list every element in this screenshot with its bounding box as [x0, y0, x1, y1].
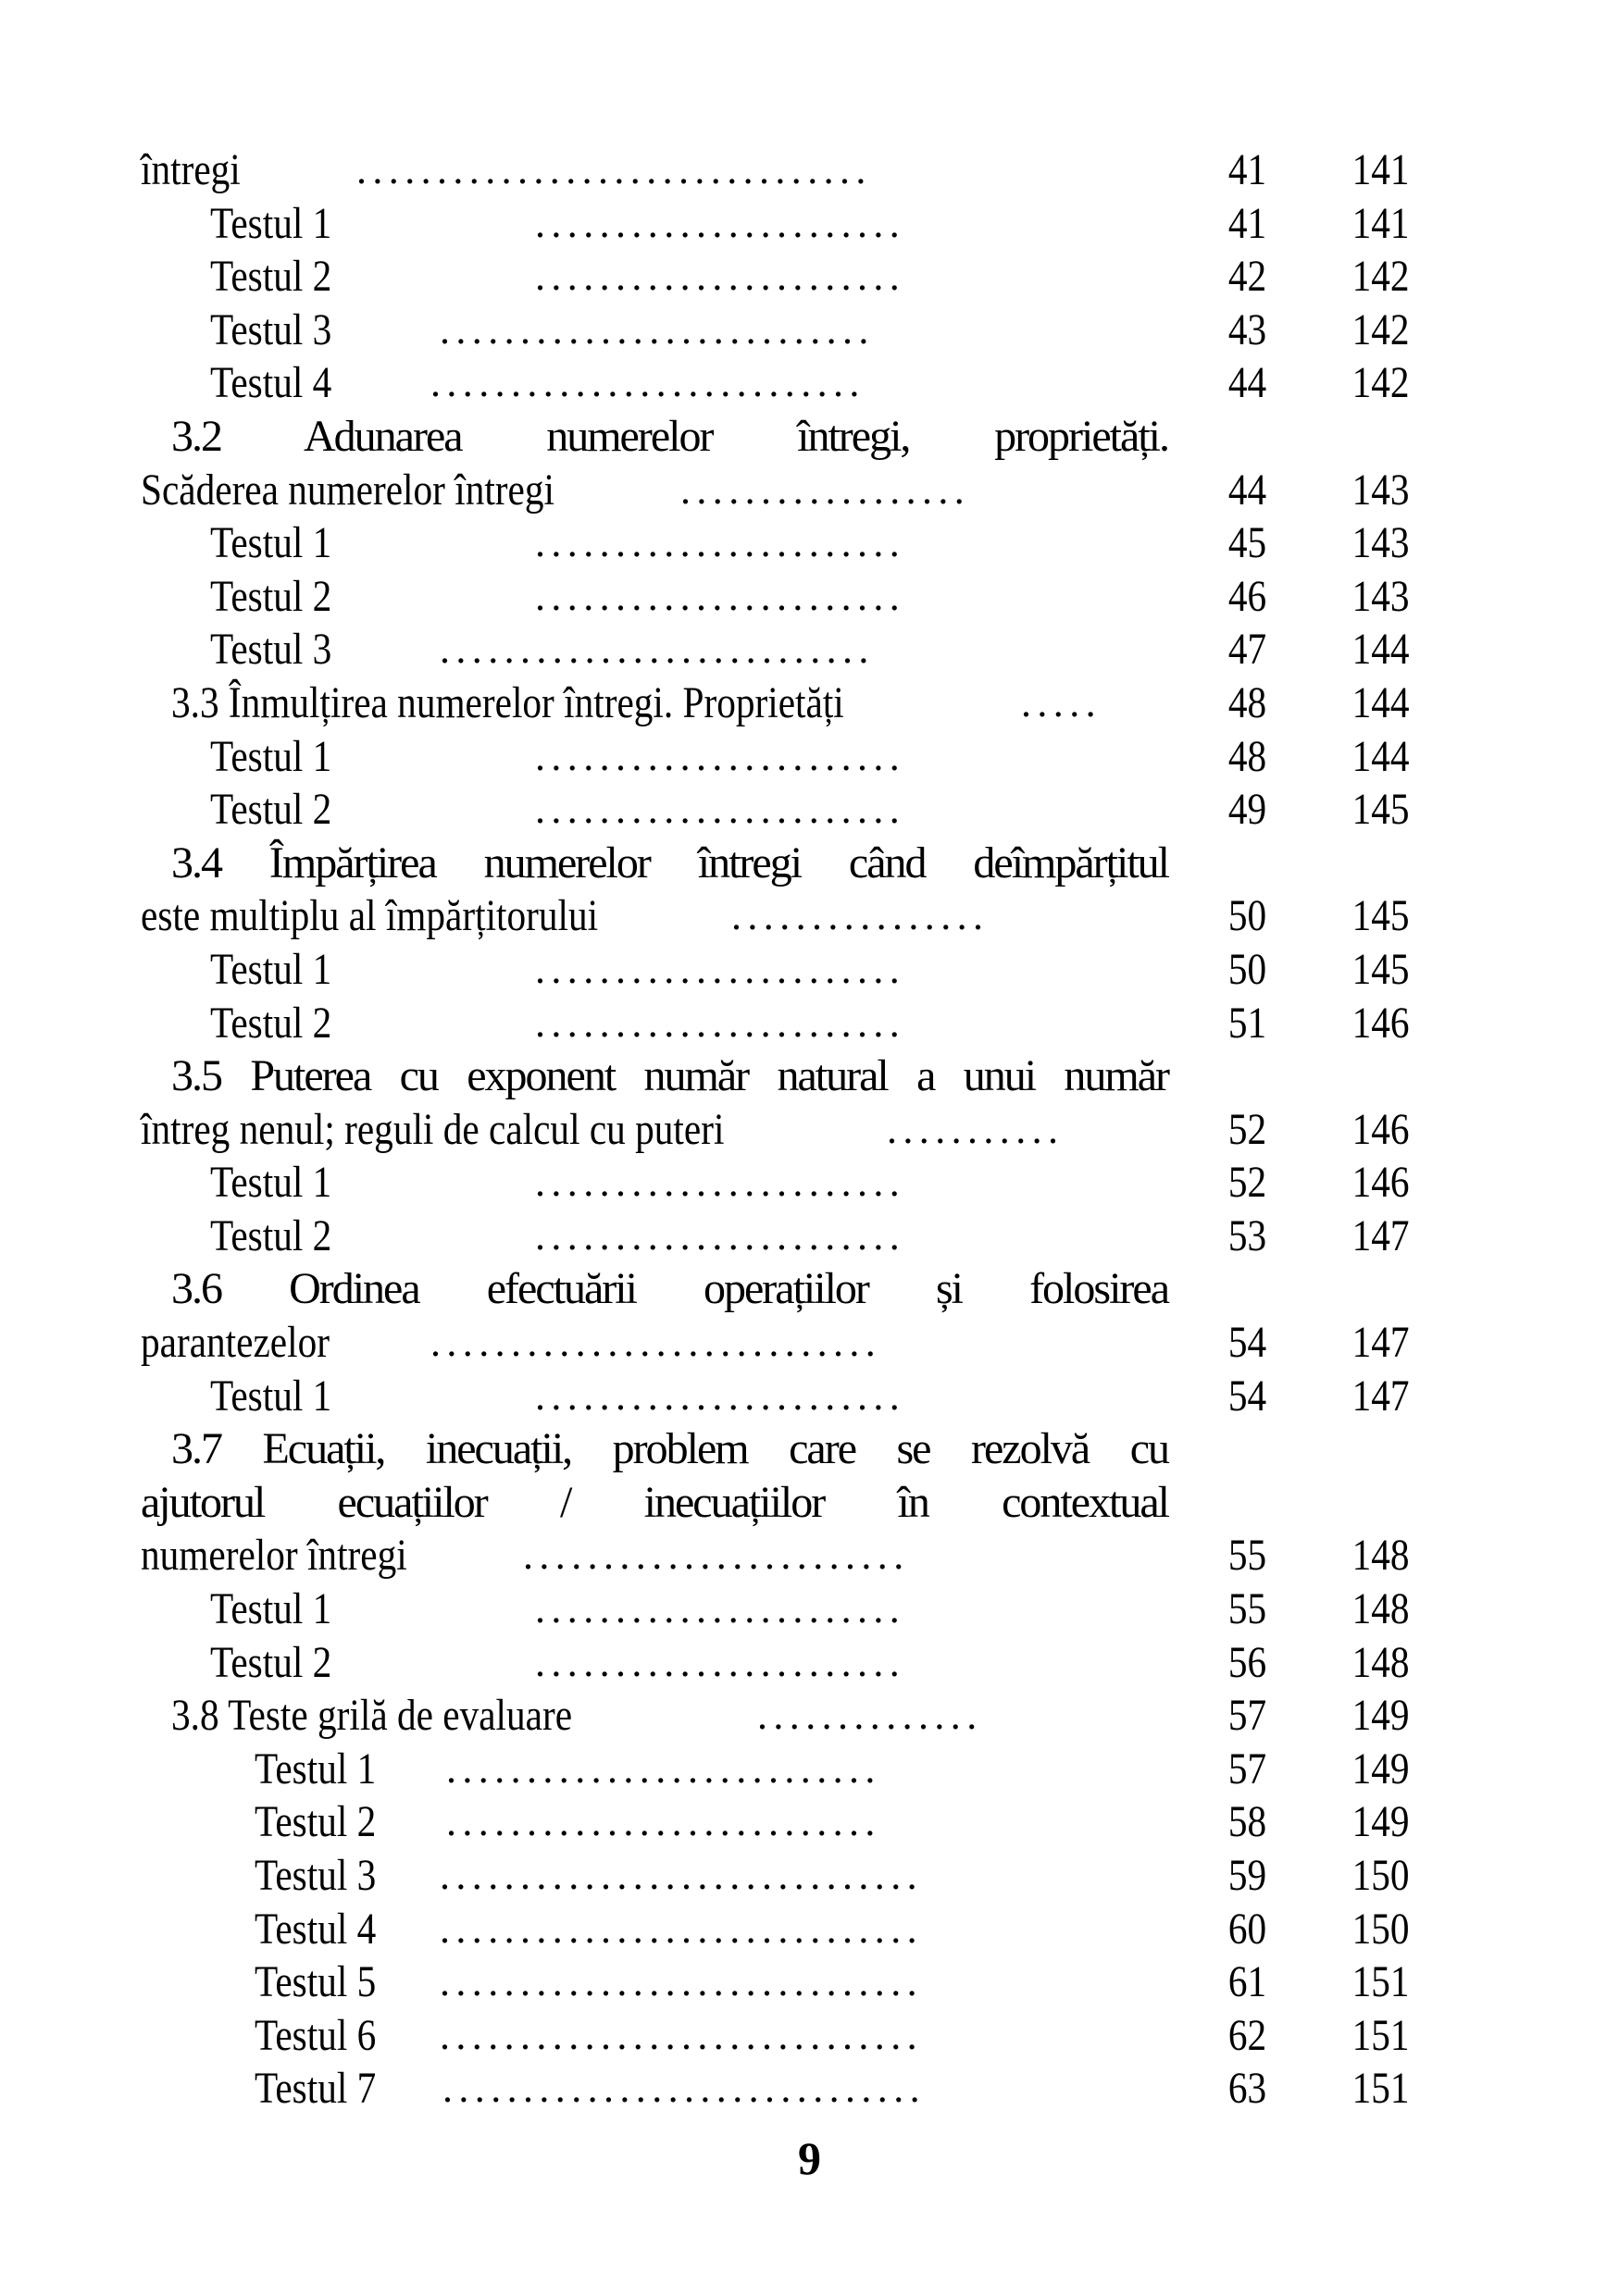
page-ref-problems: 62: [1227, 2010, 1267, 2060]
page-ref-problems: 43: [1227, 304, 1267, 354]
page-ref-problems: 50: [1227, 944, 1267, 994]
toc-entry-title: Scăderea numerelor întregi: [141, 465, 554, 515]
leader-dots: .......................: [535, 787, 906, 833]
toc-entry-title: Testul 2: [210, 571, 332, 621]
leader-dots: .......................: [535, 520, 906, 566]
page-ref-problems: 47: [1227, 625, 1267, 675]
toc-entry: [0, 516, 1619, 570]
toc-entry: [0, 570, 1619, 624]
page-ref-problems: 45: [1227, 518, 1267, 568]
page-ref-solutions: 144: [1351, 677, 1410, 727]
toc-entry-title: Testul 7: [255, 2064, 377, 2114]
leader-dots: .......................: [535, 200, 906, 246]
page-ref-solutions: 147: [1351, 1318, 1410, 1368]
leader-dots: .......................: [535, 1212, 906, 1259]
page-ref-problems: 44: [1227, 465, 1267, 515]
page-ref-solutions: 147: [1351, 1371, 1410, 1421]
leader-dots: ...........................: [446, 1799, 881, 1845]
toc-entry-title: 3.6 Ordinea efectuării operațiilor și folosirea: [171, 1264, 1168, 1314]
page-ref-problems: 59: [1227, 1851, 1267, 1900]
toc-entry: [0, 1743, 1619, 1796]
leader-dots: ............................: [430, 1320, 882, 1366]
page-ref-solutions: 143: [1351, 518, 1410, 568]
leader-dots: .......................: [535, 1160, 906, 1206]
toc-entry: [0, 997, 1619, 1050]
toc-entry: [0, 1316, 1619, 1370]
page-ref-solutions: 145: [1351, 891, 1410, 941]
page-ref-problems: 54: [1227, 1318, 1267, 1368]
toc-entry-title: 3.4 Împărțirea numerelor întregi când deîmpărțitul: [171, 838, 1168, 887]
leader-dots: ...........................: [446, 1745, 881, 1792]
page-ref-problems: 52: [1227, 1158, 1267, 1208]
leader-dots: ................................: [356, 147, 872, 192]
toc-entry-title: întreg nenul; reguli de calcul cu puteri: [141, 1104, 725, 1154]
toc-entry: [0, 943, 1619, 997]
toc-entry: [0, 1476, 1619, 1530]
toc-entry: [0, 1262, 1619, 1316]
leader-dots: ................: [731, 893, 990, 939]
page-ref-problems: 48: [1227, 677, 1267, 727]
page-ref-problems: 41: [1227, 145, 1267, 194]
leader-dots: ..............................: [440, 1853, 923, 1898]
page-ref-solutions: 147: [1351, 1210, 1410, 1260]
toc-entry-title: Testul 1: [210, 518, 332, 568]
toc-entry: [0, 197, 1619, 251]
page-ref-solutions: 148: [1351, 1531, 1410, 1581]
toc-entry-title: 3.7 Ecuații, inecuații, problem care se rezolvă cu: [171, 1424, 1168, 1474]
toc-entry: [0, 1689, 1619, 1743]
leader-dots: ..............................: [442, 2066, 926, 2112]
page-ref-solutions: 146: [1351, 1158, 1410, 1208]
toc-entry-title: Testul 2: [255, 1797, 377, 1847]
toc-entry-title: Testul 6: [255, 2010, 377, 2060]
toc-entry: [0, 143, 1619, 197]
toc-entry-title: Testul 5: [255, 1957, 377, 2007]
table-of-contents: [0, 143, 1619, 2116]
toc-entry-title: numerelor întregi: [141, 1531, 407, 1581]
toc-entry-title: 3.2 Adunarea numerelor întregi, proprietăți.: [171, 411, 1168, 461]
page-ref-problems: 58: [1227, 1797, 1267, 1847]
page-ref-problems: 63: [1227, 2064, 1267, 2114]
page-ref-solutions: 149: [1351, 1797, 1410, 1847]
page-ref-problems: 52: [1227, 1104, 1267, 1154]
toc-entry-title: Testul 3: [210, 304, 332, 354]
toc-entry-title: Testul 2: [210, 252, 332, 302]
leader-dots: ...........................: [440, 627, 875, 673]
page-ref-solutions: 145: [1351, 944, 1410, 994]
toc-entry-title: Testul 2: [210, 998, 332, 1048]
page-ref-solutions: 144: [1351, 731, 1410, 781]
page-ref-solutions: 148: [1351, 1584, 1410, 1634]
page-ref-solutions: 141: [1351, 198, 1410, 248]
toc-entry-title: Testul 1: [255, 1744, 377, 1793]
page-ref-solutions: 149: [1351, 1744, 1410, 1793]
page-ref-problems: 50: [1227, 891, 1267, 941]
leader-dots: .......................: [535, 946, 906, 992]
toc-entry: [0, 1422, 1619, 1476]
page-ref-problems: 49: [1227, 785, 1267, 835]
toc-entry-title: 3.8 Teste grilă de evaluare: [171, 1691, 573, 1741]
page-ref-solutions: 146: [1351, 1104, 1410, 1154]
toc-entry: [0, 250, 1619, 304]
leader-dots: ..............................: [440, 2012, 923, 2058]
page-ref-solutions: 151: [1351, 1957, 1410, 2007]
toc-entry: [0, 1210, 1619, 1263]
leader-dots: .......................: [535, 733, 906, 779]
toc-entry: [0, 2062, 1619, 2116]
page-ref-problems: 53: [1227, 1210, 1267, 1260]
toc-entry-title: Testul 2: [210, 1637, 332, 1687]
page-ref-solutions: 143: [1351, 571, 1410, 621]
toc-entry-title: Testul 1: [210, 944, 332, 994]
leader-dots: .....: [1021, 679, 1102, 726]
page-ref-solutions: 151: [1351, 2010, 1410, 2060]
leader-dots: .......................: [535, 573, 906, 619]
page-ref-solutions: 150: [1351, 1904, 1410, 1954]
page-ref-problems: 48: [1227, 731, 1267, 781]
toc-entry-title: ajutorul ecuațiilor / inecuațiilor în contextual: [141, 1477, 1168, 1527]
leader-dots: ...........: [887, 1106, 1065, 1152]
leader-dots: ........................: [523, 1533, 910, 1579]
page-number: 9: [798, 2132, 821, 2184]
toc-entry-title: Testul 4: [210, 358, 332, 408]
page-ref-problems: 55: [1227, 1584, 1267, 1634]
leader-dots: .......................: [535, 1586, 906, 1632]
leader-dots: ...........................: [440, 306, 875, 353]
toc-entry-title: este multiplu al împărțitorului: [141, 891, 599, 941]
toc-entry: [0, 1582, 1619, 1636]
toc-entry: [0, 730, 1619, 784]
toc-entry: [0, 1903, 1619, 1956]
page-ref-problems: 46: [1227, 571, 1267, 621]
leader-dots: .......................: [535, 254, 906, 300]
leader-dots: .......................: [535, 1639, 906, 1685]
page-ref-solutions: 145: [1351, 785, 1410, 835]
leader-dots: .......................: [535, 1372, 906, 1419]
toc-entry-title: Testul 2: [210, 785, 332, 835]
page-ref-solutions: 142: [1351, 358, 1410, 408]
page-ref-solutions: 148: [1351, 1637, 1410, 1687]
page-ref-problems: 61: [1227, 1957, 1267, 2007]
toc-entry: [0, 837, 1619, 890]
toc-entry: [0, 464, 1619, 517]
page-ref-problems: 55: [1227, 1531, 1267, 1581]
toc-entry: [0, 2009, 1619, 2063]
toc-entry: [0, 1049, 1619, 1103]
toc-entry: [0, 1795, 1619, 1849]
toc-entry: [0, 783, 1619, 837]
toc-entry-title: Testul 4: [255, 1904, 377, 1954]
page-ref-solutions: 142: [1351, 252, 1410, 302]
toc-entry: [0, 1156, 1619, 1210]
toc-entry-title: Testul 1: [210, 1584, 332, 1634]
toc-entry-title: 3.5 Puterea cu exponent număr natural a unui număr: [171, 1051, 1168, 1101]
toc-entry-title: Testul 2: [210, 1210, 332, 1260]
leader-dots: ..............................: [440, 1959, 923, 2005]
toc-entry: [0, 356, 1619, 410]
page-ref-solutions: 144: [1351, 625, 1410, 675]
leader-dots: ..............................: [440, 1905, 923, 1952]
toc-entry: [0, 1529, 1619, 1582]
toc-entry-title: Testul 1: [210, 1158, 332, 1208]
toc-entry: [0, 1636, 1619, 1690]
page-ref-problems: 57: [1227, 1691, 1267, 1741]
page-ref-solutions: 151: [1351, 2064, 1410, 2114]
toc-entry-title: parantezelor: [141, 1318, 330, 1368]
toc-entry-title: 3.3 Înmulțirea numerelor întregi. Proprietăți: [171, 677, 844, 727]
toc-entry-title: Testul 3: [255, 1851, 377, 1900]
page-ref-problems: 42: [1227, 252, 1267, 302]
page-ref-solutions: 149: [1351, 1691, 1410, 1741]
leader-dots: ..................: [680, 466, 971, 513]
toc-entry: [0, 304, 1619, 357]
page-ref-problems: 44: [1227, 358, 1267, 408]
page-ref-problems: 54: [1227, 1371, 1267, 1421]
page-ref-solutions: 146: [1351, 998, 1410, 1048]
page-ref-solutions: 142: [1351, 304, 1410, 354]
page-ref-solutions: 143: [1351, 465, 1410, 515]
page-ref-solutions: 141: [1351, 145, 1410, 194]
toc-entry: [0, 1103, 1619, 1157]
page-ref-problems: 60: [1227, 1904, 1267, 1954]
toc-entry-title: întregi: [141, 145, 241, 194]
toc-entry: [0, 1370, 1619, 1423]
toc-entry-title: Testul 1: [210, 1371, 332, 1421]
toc-entry-title: Testul 1: [210, 198, 332, 248]
page-ref-problems: 56: [1227, 1637, 1267, 1687]
toc-entry: [0, 889, 1619, 943]
toc-entry: [0, 1955, 1619, 2009]
leader-dots: ...........................: [430, 360, 866, 406]
toc-entry: [0, 676, 1619, 730]
page-ref-problems: 57: [1227, 1744, 1267, 1793]
page-ref-solutions: 150: [1351, 1851, 1410, 1900]
toc-entry: [0, 1849, 1619, 1903]
page-ref-problems: 51: [1227, 998, 1267, 1048]
toc-entry: [0, 410, 1619, 464]
page-ref-problems: 41: [1227, 198, 1267, 248]
leader-dots: .......................: [535, 999, 906, 1046]
leader-dots: ..............: [757, 1693, 983, 1739]
toc-entry-title: Testul 1: [210, 731, 332, 781]
toc-entry-title: Testul 3: [210, 625, 332, 675]
toc-entry: [0, 623, 1619, 676]
